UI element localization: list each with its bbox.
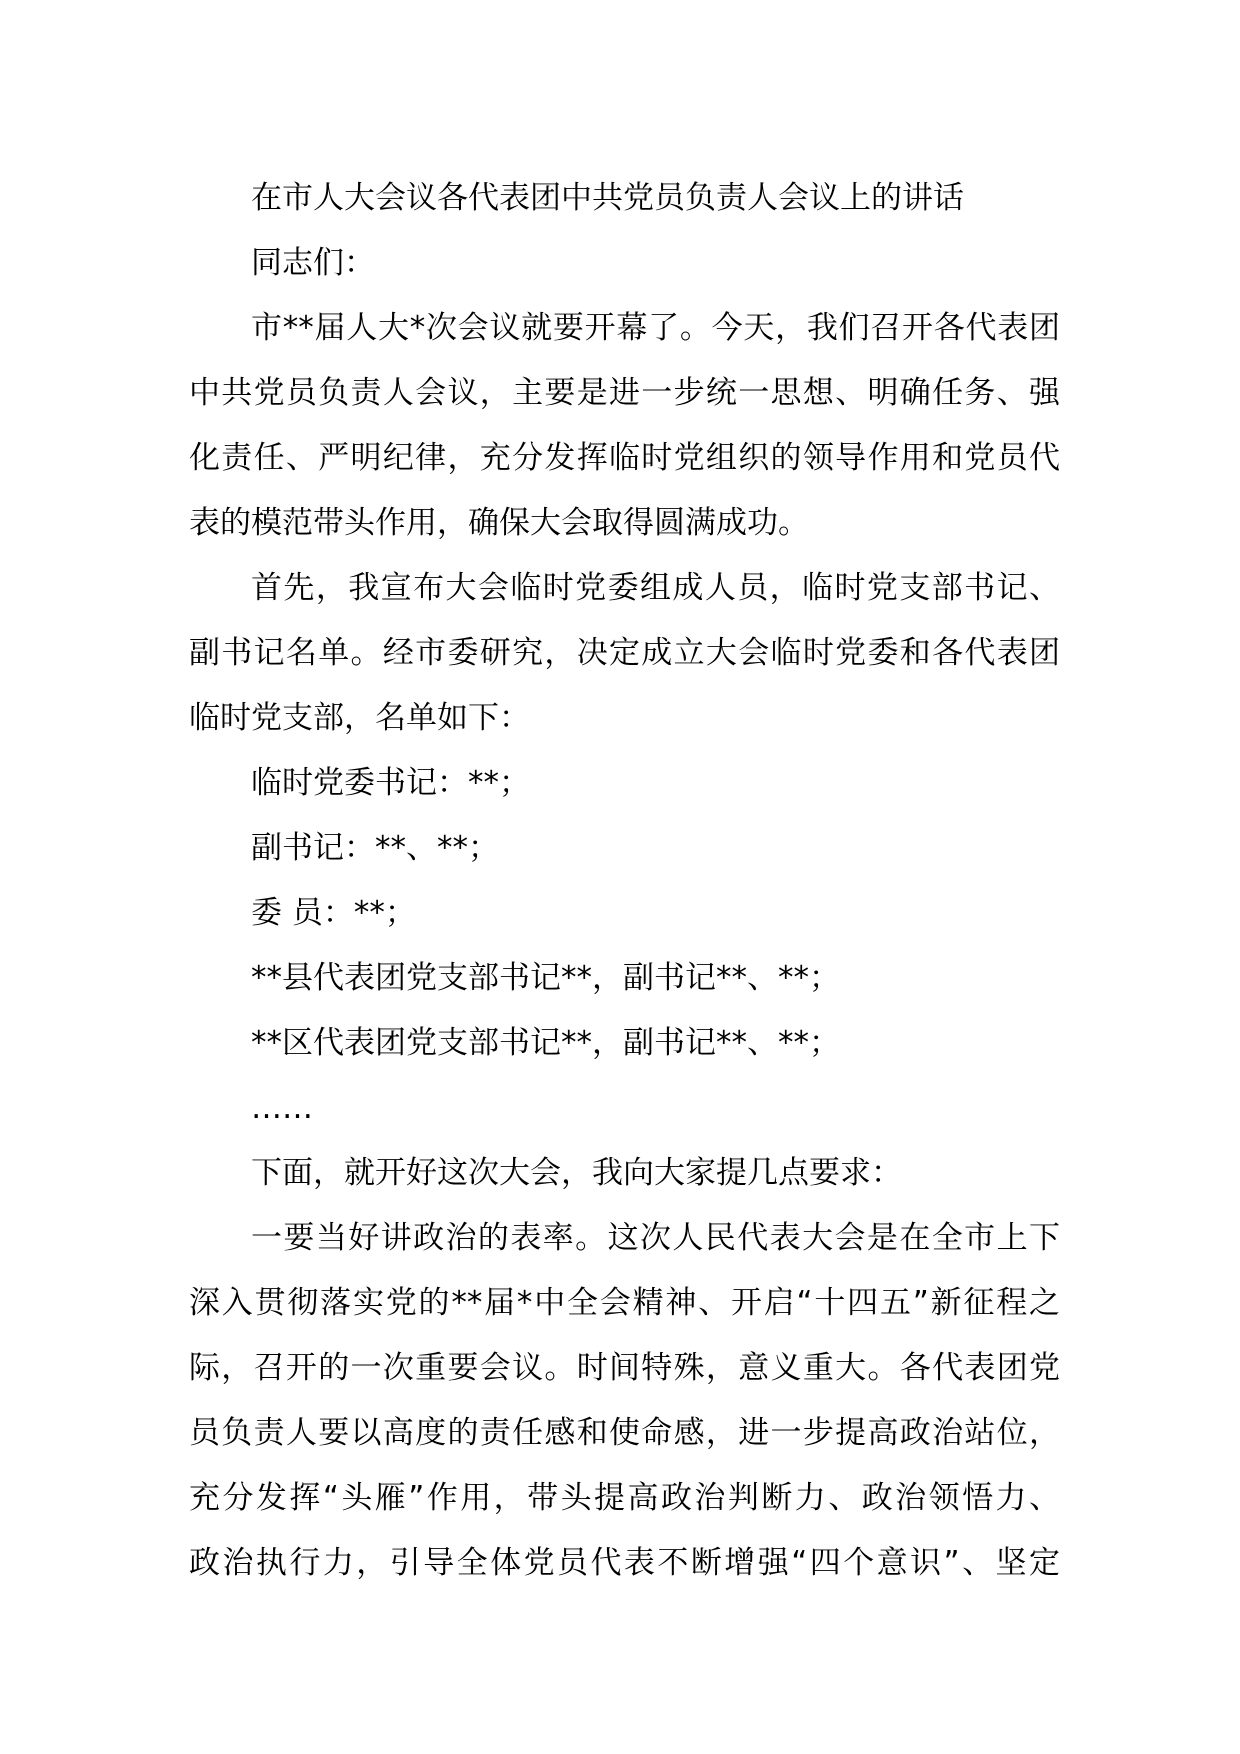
paragraph-line: 中共党员负责人会议，主要是进一步统一思想、明确任务、强	[189, 375, 1060, 411]
paragraph-line: 市**届人大*次会议就要开幕了。今天，我们召开各代表团	[251, 310, 1060, 346]
paragraph-line: 充分发挥“头雁”作用，带头提高政治判断力、政治领悟力、	[189, 1480, 1060, 1516]
list-item: 副书记：**、**；	[251, 830, 499, 866]
salutation: 同志们：	[251, 245, 375, 281]
paragraph-line: 化责任、严明纪律，充分发挥临时党组织的领导作用和党员代	[189, 440, 1060, 476]
list-item: 委 员：**；	[251, 895, 416, 931]
document-title: 在市人大会议各代表团中共党员负责人会议上的讲话	[251, 180, 964, 216]
paragraph-line: 一要当好讲政治的表率。这次人民代表大会是在全市上下	[251, 1220, 1060, 1256]
paragraph-line: 员负责人要以高度的责任感和使命感，进一步提高政治站位，	[189, 1415, 1060, 1451]
paragraph-line: 际，召开的一次重要会议。时间特殊，意义重大。各代表团党	[189, 1350, 1060, 1386]
paragraph-line: 政治执行力，引导全体党员代表不断增强“四个意识”、坚定	[189, 1545, 1060, 1581]
committee-list	[189, 751, 1060, 1141]
paragraph-line: 副书记名单。经市委研究，决定成立大会临时党委和各代表团	[189, 635, 1060, 671]
paragraph-line: 临时党支部，名单如下：	[189, 700, 530, 736]
paragraph-announcement	[189, 556, 1060, 751]
list-item: **区代表团党支部书记**，副书记**、**；	[251, 1025, 840, 1061]
paragraph-line: 首先，我宣布大会临时党委组成人员，临时党支部书记、	[251, 570, 1060, 606]
paragraph-line: 深入贯彻落实党的**届*中全会精神、开启“十四五”新征程之	[189, 1285, 1060, 1321]
paragraph-requirements-intro: 下面，就开好这次大会，我向大家提几点要求：	[251, 1155, 902, 1191]
list-item: ……	[251, 1090, 313, 1126]
paragraph-requirement-one	[189, 1206, 1060, 1596]
document-body	[189, 166, 1060, 1596]
paragraph-line: 表的模范带头作用，确保大会取得圆满成功。	[189, 505, 809, 541]
paragraph-opening	[189, 296, 1060, 556]
list-item: **县代表团党支部书记**，副书记**、**；	[251, 960, 840, 996]
list-item: 临时党委书记：**；	[251, 765, 530, 801]
